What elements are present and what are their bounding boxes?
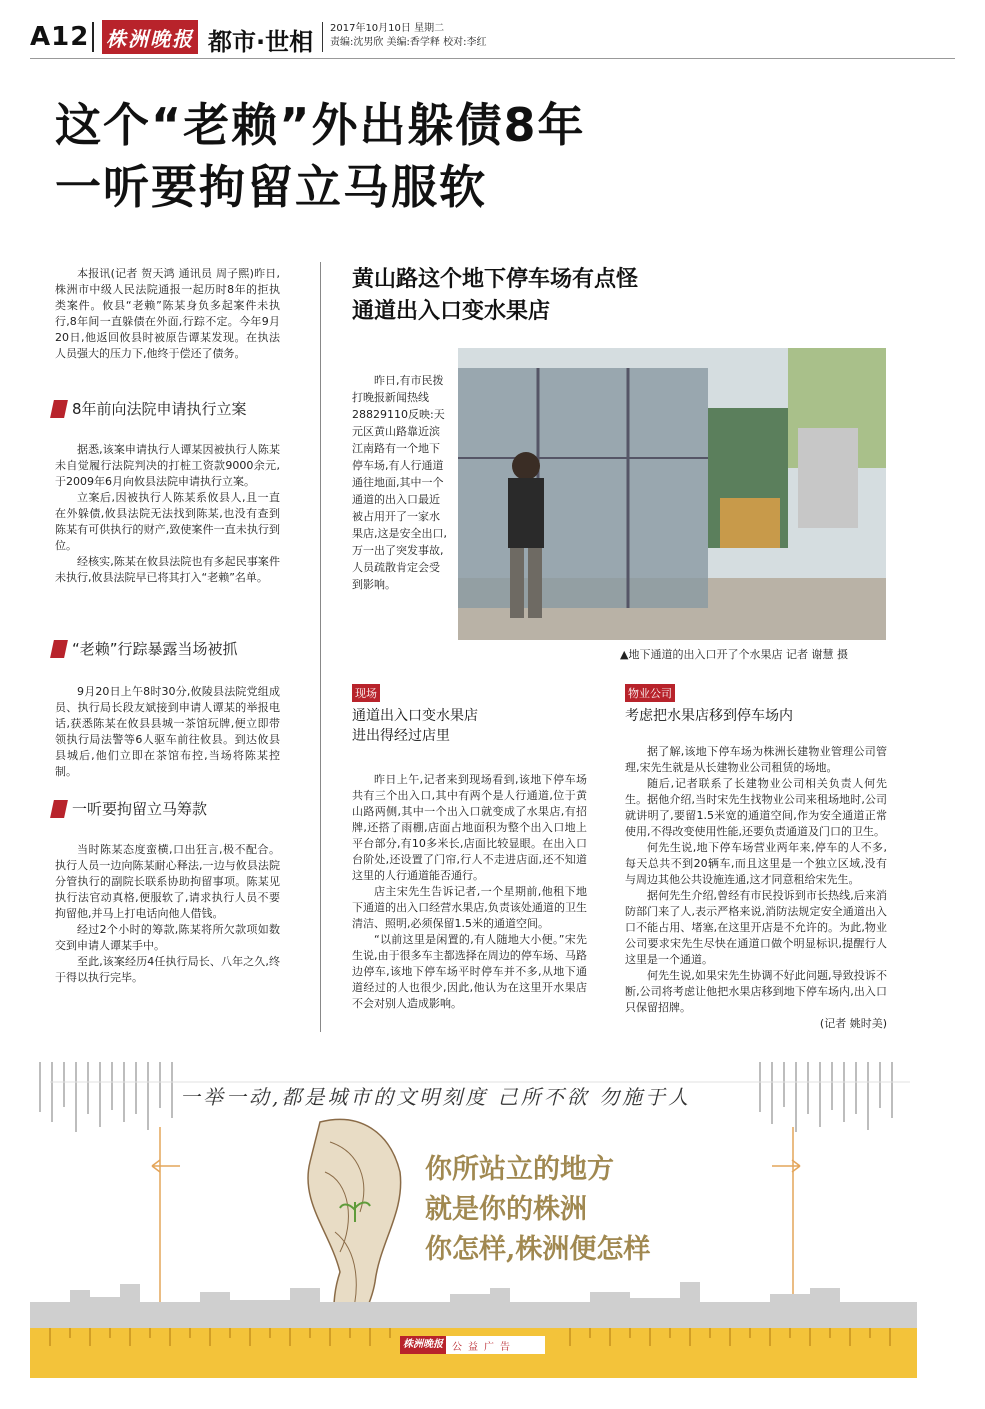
psa-line-3: 你怎样,株洲便怎样 (425, 1234, 651, 1265)
subhead-1 (52, 398, 247, 419)
article-title (352, 264, 638, 328)
ruler-logo (400, 1336, 545, 1354)
main-headline (55, 94, 585, 218)
newspaper-logo: 株洲晚报 (102, 20, 198, 54)
left-section-1 (55, 442, 280, 586)
intro-paragraph: 昨日,有市民拨打晚报新闻热线28829110反映:天元区黄山路靠近滨江南路有一个地下停车场,有人行通道通往地面,其中一个通道的出入口最近被占用开了一家水果店,这是安全出口,万一出了突发事故,人员疏散肯定会受到影响。 (352, 374, 447, 591)
subhead-marker-icon (50, 400, 68, 418)
right-column (625, 744, 887, 1032)
right-tag (625, 684, 793, 702)
subhead-2 (52, 638, 238, 659)
mid-title-line-2: 进出得经过店里 (352, 728, 450, 744)
mid-column (352, 772, 587, 1012)
header-meta (330, 22, 486, 50)
page-number: A12 (30, 22, 90, 52)
mid-tag-text: 现场 (352, 684, 380, 702)
paragraph: 何先生说,如果宋先生协调不好此问题,导致投诉不断,公司将考虑让他把水果店移到地下停车场内,出入口只保留招牌。 (625, 969, 887, 1014)
subhead-marker-icon (50, 640, 68, 658)
paragraph: 9月20日上午8时30分,攸陵县法院党组成员、执行局长段友斌接到申请人谭某的举报电话,获悉陈某在攸县县城一茶馆玩牌,便立即带领执行局法警等6人驱车前往攸县。到达攸县县城后,他们立即在茶馆布控,当场将陈某控制。 (55, 685, 280, 778)
psa-line-1: 你所站立的地方 (425, 1154, 614, 1185)
paragraph: 昨日上午,记者来到现场看到,该地下停车场共有三个出入口,其中有两个是人行通道,位于黄山路两侧,其中一个出入口就变成了水果店,有招牌,还搭了雨棚,店面占地面积为整个出入口地上平台部分,有10多米长,店面比较显眼。在出入口台阶处,还设置了门帘,行人不走进店面,还不知道这里的人行通道能否通行。 (352, 773, 587, 882)
paragraph: “以前这里是闲置的,有人随地大小便。”宋先生说,由于很多车主都选择在周边的停车场、马路边停车,该地下停车场平时停车并不多,从地下通道经过的人也很少,因此,他认为在这里开水果店不会对别人造成影响。 (352, 933, 587, 1010)
left-section-2 (55, 684, 280, 780)
left-lead (55, 266, 280, 362)
mid-title-line-1: 通道出入口变水果店 (352, 708, 478, 724)
header-divider (92, 22, 94, 52)
editors-line: 责编:沈男欣 美编:香学释 校对:李红 (330, 37, 487, 48)
header-divider-2 (322, 22, 323, 52)
news-photo (458, 348, 886, 640)
section-name: 都市·世相 (208, 28, 314, 56)
article-title-line-2: 通道出入口变水果店 (352, 299, 551, 324)
psa-line-2: 就是你的株洲 (425, 1194, 587, 1225)
mid-heading (352, 684, 478, 746)
subhead-1-text: 8年前向法院申请执行立案 (72, 400, 247, 418)
byline: (记者 姚时美) (819, 1017, 887, 1030)
right-title: 考虑把水果店移到停车场内 (625, 708, 793, 724)
lead-paragraph: 本报讯(记者 贺天鸿 通讯员 周子熙)昨日,株洲市中级人民法院通报一起历时8年的拒执类案件。攸县“老赖”陈某身负多起案件未执行,8年间一直躲债在外面,行踪不定。今年9月20日,他返回攸县时被原告谭某发现。在执法人员强大的压力下,他终于偿还了债务。 (55, 267, 280, 360)
left-section-3 (55, 842, 280, 986)
paragraph: 据了解,该地下停车场为株洲长建物业管理公司管理,宋先生就是从长建物业公司租赁的场地。 (625, 745, 887, 774)
subhead-2-text: “老赖”行踪暴露当场被抓 (72, 640, 238, 658)
subhead-marker-icon (50, 800, 68, 818)
mid-tag (352, 684, 478, 702)
ruler-label: 公益广告 (452, 1341, 516, 1353)
paragraph: 随后,记者联系了长建物业公司相关负责人何先生。据他介绍,当时宋先生找物业公司来租场地时,公司就讲明了,要留1.5米宽的通道空间,作为安全通道正常使用,不得改变使用性能,还要负责通道及门口的卫生。 (625, 777, 887, 838)
paragraph: 店主宋先生告诉记者,一个星期前,他租下地下通道的出入口经营水果店,负责该处通道的卫生清洁、照明,必须保留1.5米的通道空间。 (352, 885, 587, 930)
paragraph: 据何先生介绍,曾经有市民投诉到市长热线,后来消防部门来了人,表示严格来说,消防法规定安全通道出入口不能占用、堵塞,在这里开店是不允许的。为此,物业公司要求宋先生尽快在通道口做个明显标识,提醒行人这里是一个通道。 (625, 889, 887, 966)
photo-illustration (458, 348, 886, 640)
mid-title (352, 706, 478, 746)
column-divider (320, 262, 321, 1032)
headline-line-2: 一听要拘留立马服软 (55, 160, 487, 214)
psa-slogan: 一举一动,都是城市的文明刻度 己所不欲 勿施于人 (180, 1085, 692, 1109)
paragraph: 经核实,陈某在攸县法院也有多起民事案件未执行,攸县法院早已将其打入“老赖”名单。 (55, 555, 280, 584)
photo-caption: ▲地下通道的出入口开了个水果店 记者 谢慧 摄 (620, 648, 848, 661)
paragraph: 当时陈某态度蛮横,口出狂言,极不配合。执行人员一边向陈某耐心释法,一边与攸县法院分管执行的副院长联系协助拘留事项。陈某见执行法官动真格,便服软了,请求执行人员不要拘留他,并马上打电话向他人借钱。 (55, 843, 280, 920)
date-line: 2017年10月10日 星期二 (330, 23, 445, 34)
paragraph: 立案后,因被执行人陈某系攸县人,且一直在外躲债,攸县法院无法找到陈某,也没有查到陈某有可供执行的财产,致使案件一直未执行到位。 (55, 491, 280, 552)
ruler-logo-mark: 株洲晚报 (400, 1336, 446, 1354)
paragraph: 何先生说,地下停车场营业两年来,停车的人不多,每天总共不到20辆车,而且这里是一个独立区域,没有与周边其他公共设施连通,这才同意租给宋先生。 (625, 841, 887, 886)
headline-line-1: 这个“老赖”外出躲债8年 (55, 98, 586, 152)
paragraph: 经过2个小时的筹款,陈某将所欠款项如数交到申请人谭某手中。 (55, 923, 280, 952)
right-heading (625, 684, 793, 726)
psa-message (425, 1150, 650, 1270)
right-tag-text: 物业公司 (625, 684, 675, 702)
header-rule (30, 58, 955, 59)
paragraph: 至此,该案经历4任执行局长、八年之久,终于得以执行完毕。 (55, 955, 280, 984)
intro-column (352, 372, 448, 593)
subhead-3-text: 一听要拘留立马筹款 (72, 800, 208, 818)
paragraph: 据悉,该案申请执行人谭某因被执行人陈某未自觉履行法院判决的打桩工资款9000余元,于2009年6月向攸县法院申请执行立案。 (55, 443, 280, 488)
subhead-3 (52, 798, 207, 819)
article-title-line-1: 黄山路这个地下停车场有点怪 (352, 267, 639, 292)
